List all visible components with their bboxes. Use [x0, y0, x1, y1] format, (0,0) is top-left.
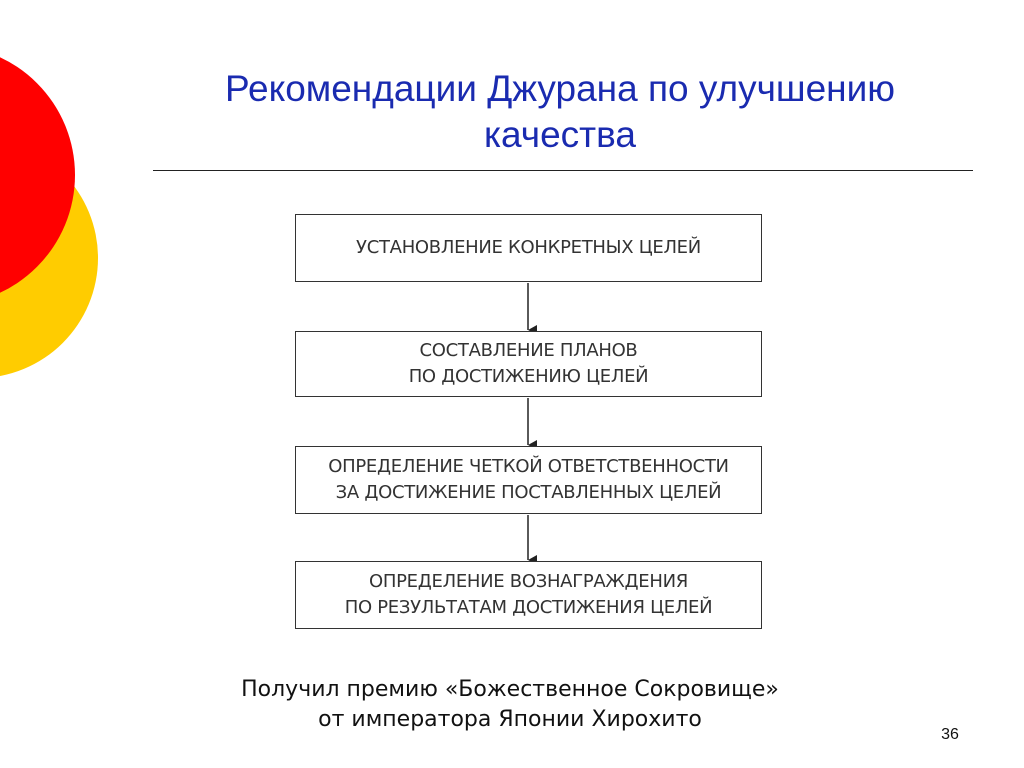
caption-line1: Получил премию «Божественное Сокровище»: [241, 677, 779, 702]
flow-step-2-line1: СОСТАВЛЕНИЕ ПЛАНОВ: [419, 340, 638, 361]
flow-step-2-line2: ПО ДОСТИЖЕНИЮ ЦЕЛЕЙ: [408, 366, 649, 387]
flow-step-4: [295, 561, 762, 629]
flow-step-3-line1: ОПРЕДЕЛЕНИЕ ЧЕТКОЙ ОТВЕТСТВЕННОСТИ: [328, 456, 729, 477]
slide-caption: [150, 675, 870, 735]
flow-step-4-line2: ПО РЕЗУЛЬТАТАМ ДОСТИЖЕНИЯ ЦЕЛЕЙ: [344, 597, 713, 618]
flow-step-3-line2: ЗА ДОСТИЖЕНИЕ ПОСТАВЛЕННЫХ ЦЕЛЕЙ: [335, 482, 722, 503]
flow-step-3: [295, 446, 762, 514]
flow-step-4-line1: ОПРЕДЕЛЕНИЕ ВОЗНАГРАЖДЕНИЯ: [369, 571, 688, 592]
flow-step-1: [295, 214, 762, 282]
page-number: 36: [941, 726, 959, 743]
flow-step-2: [295, 331, 762, 397]
slide-title-line2: качества: [484, 114, 636, 155]
caption-line2: от императора Японии Хирохито: [318, 707, 702, 732]
flow-step-1-line1: УСТАНОВЛЕНИЕ КОНКРЕТНЫХ ЦЕЛЕЙ: [356, 237, 701, 258]
slide-title-line1: Рекомендации Джурана по улучшению: [224, 68, 896, 109]
